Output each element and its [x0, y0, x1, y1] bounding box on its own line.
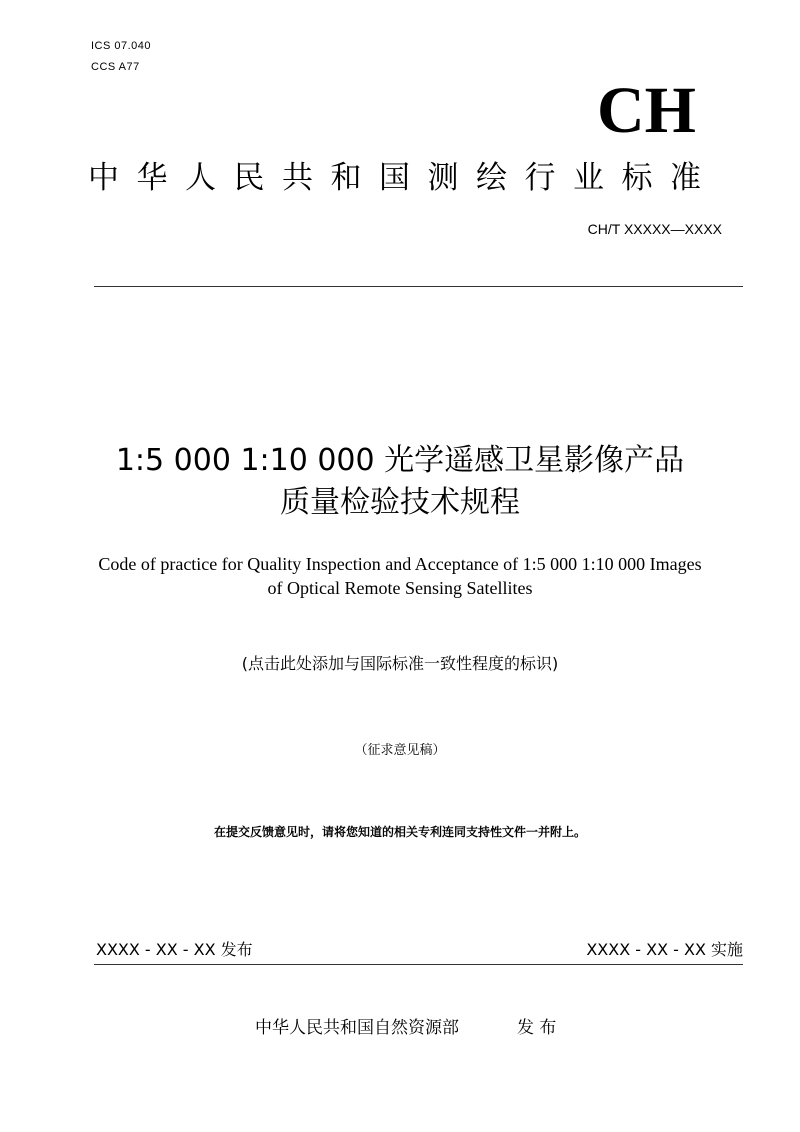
english-title-line1: Code of practice for Quality Inspection and Acceptance of 1:5 000 1:10 000 Images [98, 554, 702, 574]
ccs-code: CCS A77 [91, 61, 140, 73]
document-title-line1: 1:5 000 1:10 000 光学遥感卫星影像产品 [115, 443, 685, 478]
issue-date: XXXX - XX - XX 发布 [96, 940, 253, 959]
standard-code: CH/T XXXXX—XXXX [587, 221, 722, 237]
draft-status: （征求意见稿） [354, 743, 446, 758]
standard-type-title: 中华人民共和国测绘行业标准 [88, 160, 719, 196]
implement-date: XXXX - XX - XX 实施 [586, 940, 743, 959]
bottom-divider [94, 964, 743, 965]
top-divider [94, 286, 743, 287]
consistency-note[interactable]: (点击此处添加与国际标准一致性程度的标识) [241, 654, 559, 673]
ch-logo: CH [597, 74, 696, 147]
issue-label: 发 布 [517, 1018, 557, 1038]
document-title-line2: 质量检验技术规程 [280, 485, 520, 520]
issuer: 中华人民共和国自然资源部 [255, 1018, 459, 1038]
feedback-note: 在提交反馈意见时，请将您知道的相关专利连同支持性文件一并附上。 [213, 825, 586, 839]
ics-code: ICS 07.040 [91, 40, 152, 52]
english-title-line2: of Optical Remote Sensing Satellites [267, 578, 533, 598]
